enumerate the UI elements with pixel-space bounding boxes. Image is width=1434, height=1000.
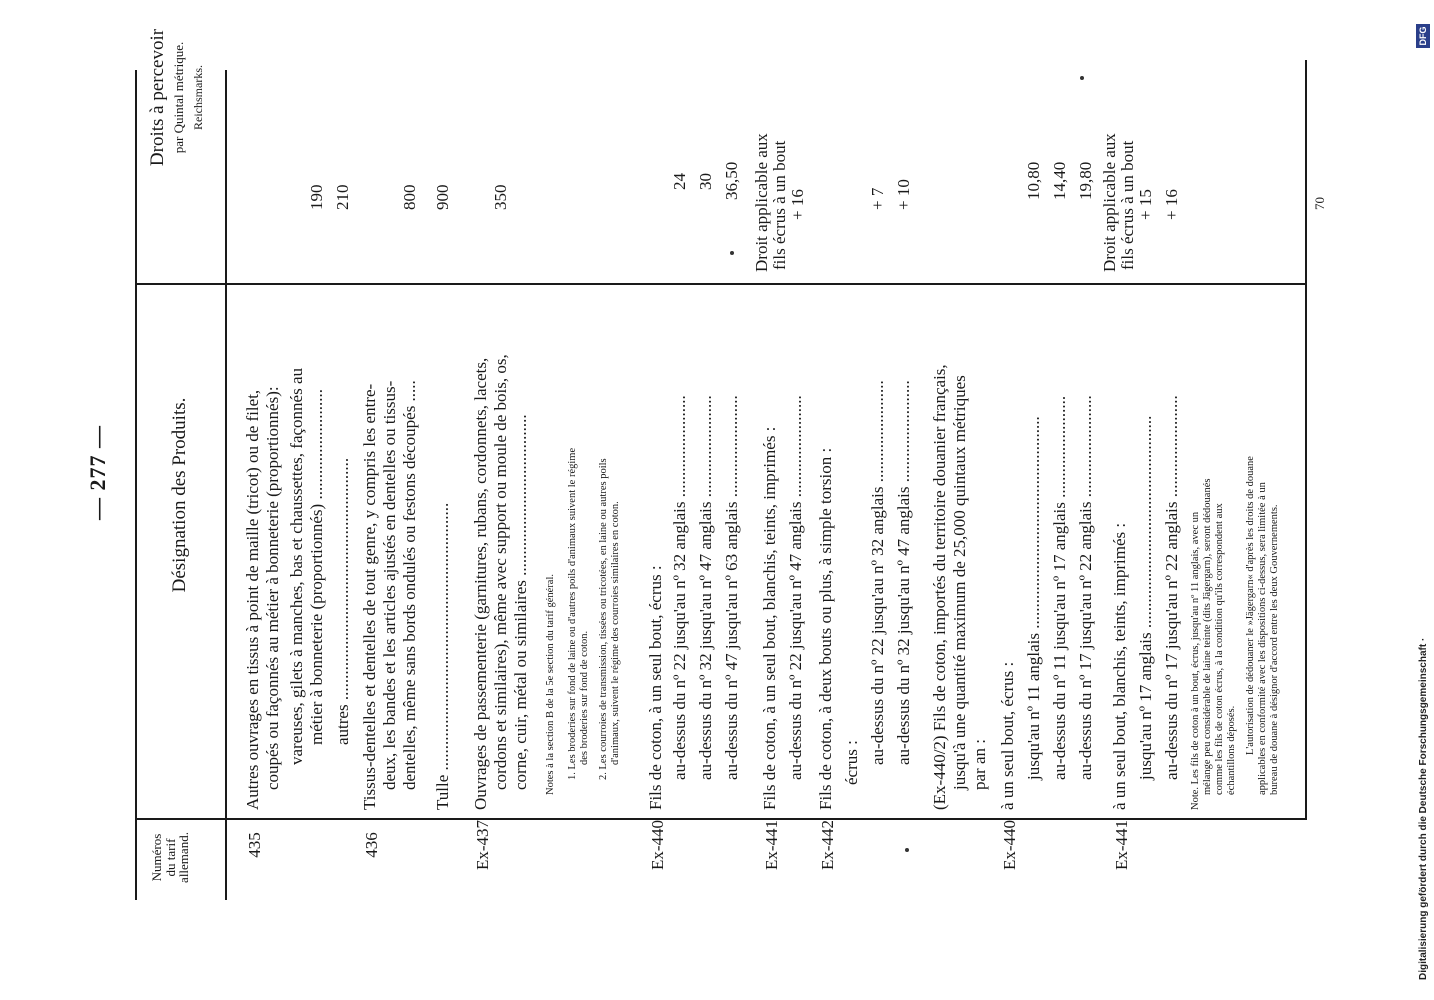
table-top-rule	[135, 70, 137, 900]
rate-value: 24	[670, 173, 689, 190]
rate-value: 800	[400, 184, 419, 210]
designation-line: corne, cuir, métal ou similaires ......................................	[511, 414, 530, 790]
dfg-logo: DFG	[1416, 24, 1430, 48]
designation-line: à un seul bout, écrus :	[998, 661, 1017, 810]
designation-line: (Ex-440/2) Fils de coton, importés du territoire douanier français,	[930, 364, 949, 810]
designation-line: Ouvrages de passementerie (garnitures, rubans, cordonnets, lacets,	[471, 357, 490, 810]
designation-line: Tissus-dentelles et dentelles de tout genre, y compris les entre-	[360, 383, 379, 810]
rate-value: 210	[333, 184, 352, 210]
scan-speck	[905, 848, 909, 852]
rate-value: 900	[433, 184, 452, 210]
note-line: Notes à la section B de la 5e section du tarif général.	[545, 573, 556, 795]
rate-value: 14,40	[1050, 161, 1069, 200]
designation-line: au-dessus du nº 22 jusqu'au nº 32 anglais ........................	[670, 395, 689, 780]
designation-line: Autres ouvrages en tissus à point de maille (tricot) ou de filet,	[243, 389, 262, 810]
designation-line: écrus :	[842, 740, 861, 785]
header-num-col: Numéros du tarif allemand.	[149, 832, 192, 883]
digitization-note: Digitalisierung gefördert durch die Deutsche Forschungsgemeinschaft ·	[1418, 637, 1429, 980]
rate-value: fils écrus à un bout	[770, 140, 789, 270]
tariff-number: Ex-440	[648, 819, 667, 871]
page-number: — 277 —	[85, 425, 110, 520]
designation-line: cordons et similaires), même avec support ou moule de bois, os,	[491, 354, 510, 790]
designation-line: Fils de coton, à un seul bout, écrus :	[646, 565, 665, 810]
designation-line: par an :	[970, 739, 989, 790]
tariff-number: Ex-441	[1112, 819, 1131, 871]
designation-line: Fils de coton, à deux bouts ou plus, à simple torsion :	[816, 447, 835, 810]
designation-line: au-dessus du nº 11 jusqu'au nº 17 anglais ........................	[1050, 395, 1069, 780]
designation-line: vareuses, gilets à manches, bas et chaussettes, façonnés au	[287, 368, 306, 765]
tariff-number: Ex-437	[473, 819, 492, 871]
rate-value: 350	[491, 184, 510, 210]
header-bottom-rule	[225, 70, 227, 900]
designation-line: autres .........................................................	[333, 457, 352, 745]
designation-line: jusqu'à une quantité maximum de 25,000 quintaux métriques	[950, 375, 969, 790]
designation-line: métier à bonneterie (proportionnés) ..........................	[307, 389, 326, 745]
designation-line: Tulle ...............................................................	[433, 502, 452, 810]
rate-value: fils écrus à un bout	[1118, 140, 1137, 270]
rate-value: 190	[307, 184, 326, 210]
designation-line: au-dessus du nº 22 jusqu'au nº 32 anglais ........................	[868, 380, 887, 765]
designation-line: au-dessus du nº 32 jusqu'au nº 47 anglais ........................	[696, 395, 715, 780]
header-droits-col: Droits à percevoir par Quintal métrique. Reichsmarks.	[147, 28, 205, 167]
designation-line: au-dessus du nº 17 jusqu'au nº 22 anglais ........................	[1076, 395, 1095, 780]
designation-line: coupés ou façonnés au métier à bonneterie (proportionnés):	[263, 386, 282, 790]
note-line: des broderies sur fond de coton.	[579, 630, 590, 765]
note-line: comme les fils de coton écrus, à la condition qu'ils correspondent aux	[1214, 503, 1225, 795]
designation-line: au-dessus du nº 32 jusqu'au nº 47 anglais ........................	[894, 380, 913, 765]
tariff-number: 436	[362, 832, 381, 858]
rate-value: + 10	[894, 179, 913, 210]
note-line: L'autorisation de dédouaner le »Jägergarn« d'après les droits de douane	[1245, 456, 1256, 755]
tariff-number: 435	[245, 832, 264, 858]
tariff-number: Ex-442	[818, 819, 837, 871]
page-footer-mark: 70	[1312, 197, 1327, 210]
rate-value: 10,80	[1024, 161, 1043, 200]
rate-value: Droit applicable aux	[752, 133, 771, 272]
note-line: applicables en conformité avec les dispositions ci-dessus, sera limitée à un	[1257, 482, 1268, 795]
rate-value: Droit applicable aux	[1100, 133, 1119, 272]
note-line: 1. Les broderies sur fond de laine ou d'autres poils d'animaux suivent le régime	[567, 447, 578, 780]
designation-line: dentelles, même sans bords ondulés ou festons découpés .....	[400, 380, 419, 790]
designation-line: deux, les bandes et les articles ajustés en dentelles ou tissus-	[380, 380, 399, 790]
designation-line: à un seul bout, blanchis, teints, imprimés :	[1110, 522, 1129, 810]
rate-value: 36,50	[722, 161, 741, 200]
designation-line: Fils de coton, à un seul bout, blanchis, teints, imprimés :	[760, 426, 779, 810]
note-line: Note. Les fils de coton à un bout, écrus, jusqu'au nº 11 anglais, avec un	[1190, 511, 1201, 810]
rate-value: 19,80	[1076, 161, 1095, 200]
scan-speck	[1080, 76, 1084, 80]
header-designation-col: Désignation des Produits.	[169, 397, 190, 593]
designation-line: au-dessus du nº 17 jusqu'au nº 22 anglais ........................	[1162, 395, 1181, 780]
rate-value: 30	[696, 173, 715, 190]
note-line: mélange peu considérable de laine teinte (dits Jägergarn), seront dédouanés	[1202, 478, 1213, 795]
designation-line: jusqu'au nº 17 anglais ..................................................	[1136, 415, 1155, 780]
column-divider-2	[135, 283, 1305, 285]
table-bottom-rule	[1305, 60, 1307, 820]
rate-value: + 15	[1136, 189, 1155, 220]
designation-line: jusqu'au nº 11 anglais ..................................................	[1024, 416, 1043, 780]
tariff-number: Ex-441	[762, 819, 781, 871]
rate-value: + 16	[1162, 189, 1181, 220]
tariff-number: Ex-440	[1000, 819, 1019, 871]
designation-line: au-dessus du nº 47 jusqu'au nº 63 anglais ........................	[722, 395, 741, 780]
note-line: échantillons déposés.	[1226, 705, 1237, 795]
rate-value: + 7	[868, 187, 887, 210]
scan-speck	[730, 251, 734, 255]
note-line: d'animaux, suivent le régime des courroies similaires en coton.	[610, 501, 621, 765]
designation-line: au-dessus du nº 22 jusqu'au nº 47 anglais ........................	[786, 395, 805, 780]
note-line: 2. Les courroies de transmission, tissées ou tricotées, en laine ou autres poils	[598, 458, 609, 780]
note-line: bureau de douane à désignor d'accord entre les deux Gouvernements.	[1269, 504, 1280, 795]
rate-value: + 16	[788, 189, 807, 220]
